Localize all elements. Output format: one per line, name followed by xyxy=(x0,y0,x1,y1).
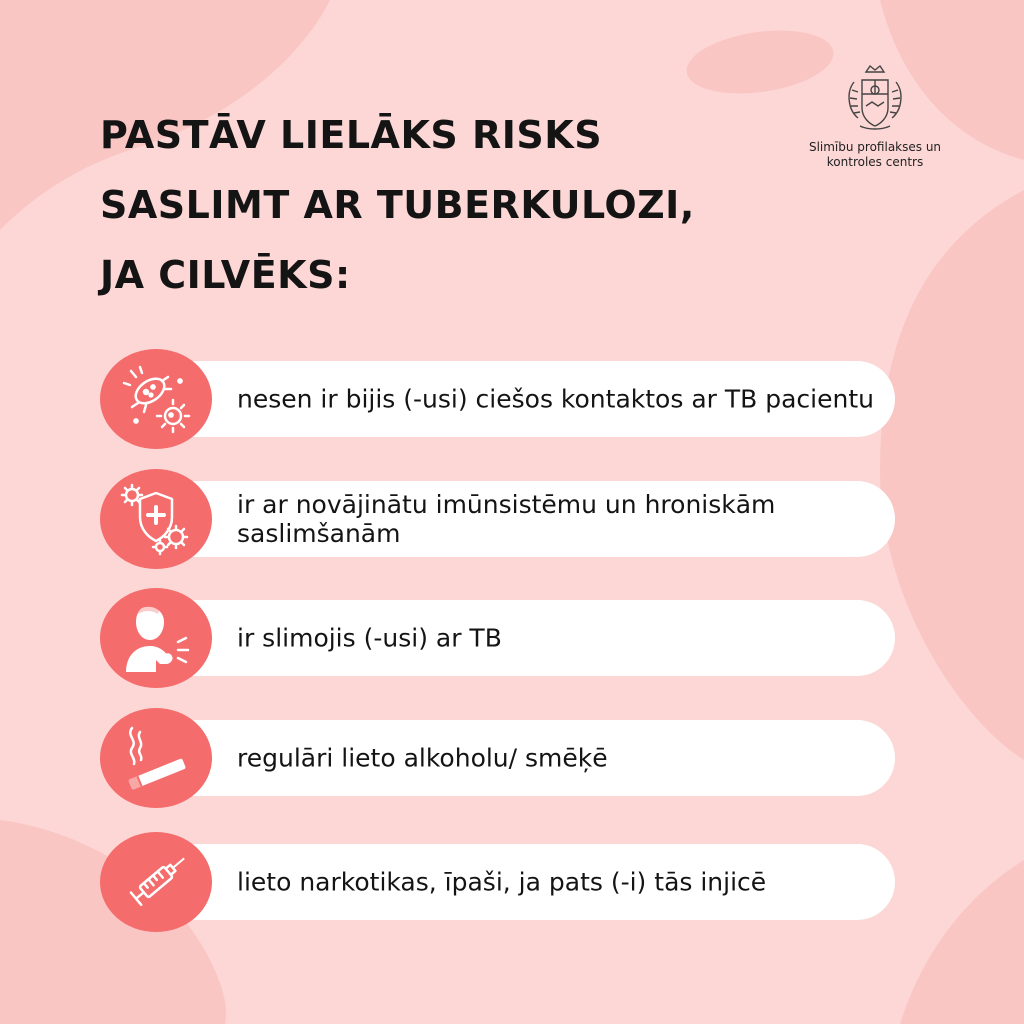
title-line-2: SASLIMT AR TUBERKULOZI, xyxy=(100,183,695,227)
bacteria-icon xyxy=(116,359,196,439)
item-text: regulāri lieto alkoholu/ smēķē xyxy=(237,743,608,773)
item-icon-circle xyxy=(100,832,212,932)
logo-name-line-1: Slimību profilakses un xyxy=(808,140,942,154)
item-text: ir ar novājinātu imūnsistēmu un hroniskām saslimšanām xyxy=(237,490,776,548)
title-line-3: JA CILVĒKS: xyxy=(100,253,351,297)
item-text: ir slimojis (-usi) ar TB xyxy=(237,623,502,653)
risk-item-had-tb xyxy=(100,588,900,688)
logo xyxy=(790,62,960,170)
coughing-person-icon xyxy=(116,598,196,678)
item-icon-circle xyxy=(100,349,212,449)
risk-item-close-contact xyxy=(100,349,900,449)
cigarette-icon xyxy=(116,718,196,798)
item-icon-circle xyxy=(100,708,212,808)
item-text: lieto narkotikas, īpaši, ja pats (-i) tās injicē xyxy=(237,867,767,897)
item-text: nesen ir bijis (-usi) ciešos kontaktos ar TB pacientu xyxy=(237,384,874,414)
title-line-1: PASTĀV LIELĀKS RISKS xyxy=(100,113,603,157)
virus-shield-icon xyxy=(116,479,196,559)
risk-item-alcohol-smoking xyxy=(100,708,900,808)
risk-item-weakened-immunity xyxy=(100,469,900,569)
page-title xyxy=(100,100,800,310)
background-blob-bottom-right xyxy=(900,860,1024,1024)
item-icon-circle xyxy=(100,469,212,569)
background-blob-right-lower xyxy=(880,190,1024,760)
logo-name-line-2: kontroles centrs xyxy=(826,155,924,169)
item-icon-circle xyxy=(100,588,212,688)
latvia-coat-of-arms-icon xyxy=(840,62,910,134)
syringe-icon xyxy=(116,842,196,922)
risk-item-drugs xyxy=(100,832,900,932)
